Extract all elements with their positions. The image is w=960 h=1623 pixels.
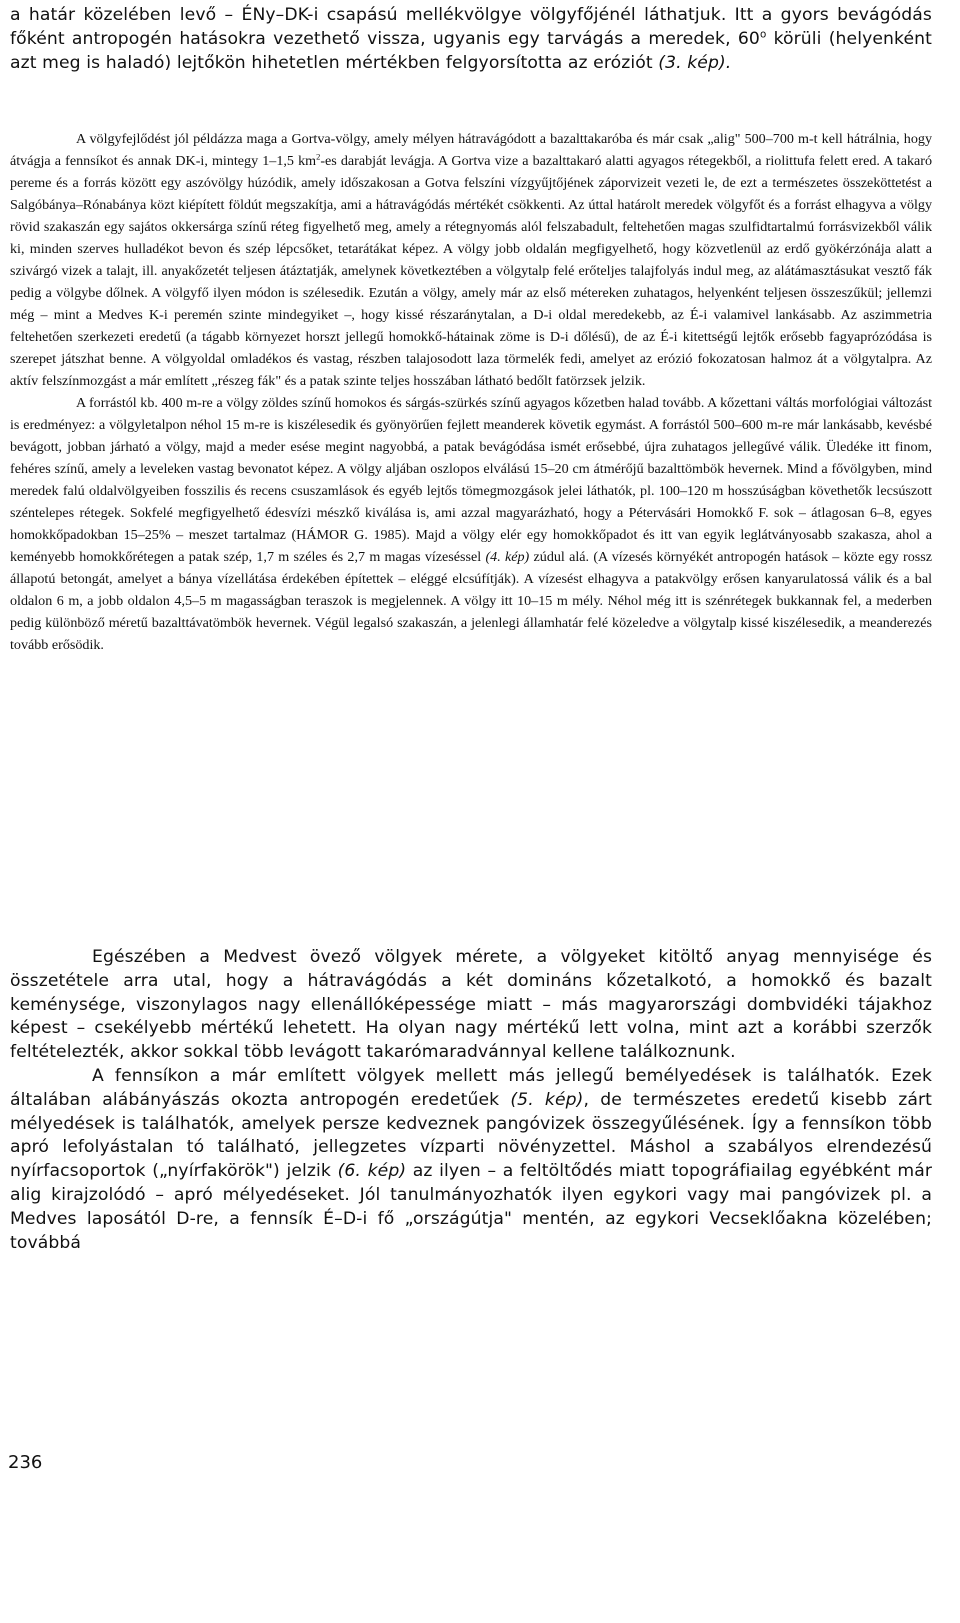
km-squared-superscript: 2	[316, 151, 321, 162]
bottom-paragraph-2-text-c: az ilyen – a feltöltődés miatt topográfiailag egyébként már alig kirajzolódó – apró mélyedéseket. Jól tanulmányozhatók ilyen egykori vagy mai pangóvizek pl. a Medves laposától D-re, a fennsík É–D-i fő „országútja" mentén, az egykori Vecseklőakna közelében; továbbá	[10, 1161, 932, 1253]
top-paragraph	[10, 4, 932, 75]
small-paragraph-2-text-a: A forrástól kb. 400 m-re a völgy zöldes színű homokos és sárgás-szürkés színű agyagos kőzetben halad tovább. A kőzettani váltás morfológiai változást is eredményez: a völgyletalpon néhol 15 m-re is kiszélesedik és gyönyörűen fejlett meanderek követik egymást. A forrástól 500–600 m-re már lankásabb, kevésbé bevágott, jobban járható a völgy, majd a meder esése megint nagyobbá, a patak bevágódása ismét erősebbé, újra zuhatagos jellegűvé válik. Üledéke itt finom, fehéres színű, amely a leveleken vastag bevonatot képez. A völgy aljában oszlopos elválású 15–20 cm átmérőjű bazalttömbök hevernek. Mind a fővölgyben, mind meredek falú oldalvölgyeiben fosszilis és recens csuszamlások és egyéb lejtős tömegmozgások jelei láthatók, pl. 100–120 m hosszúságban követhetők lecsúszott széntelepes rétegek. Sokfelé megfigyelhető édesvízi mészkő kiválása is, ami azzal magyarázható, hogy a Pétervásári Homokkő F. sok – átlagosan 6–8, egyes homokkőpadokban 15–25% – meszet tartalmaz (HÁMOR G. 1985). Majd a völgy elér egy homokkőpadot és itt van egyik leglátványosabb szakasza, ahol a keményebb homokkőrétegen a patak szép, 1,7 m széles és 2,7 m magas vízeséssel	[10, 395, 932, 565]
small-paragraph-2	[10, 392, 932, 656]
figure-reference-6: (6. kép)	[337, 1161, 407, 1182]
bottom-paragraph-1: Egészében a Medvest övező völgyek mérete, a völgyeket kitöltő anyag mennyisége és összetétele arra utal, hogy a hátravágódás a két domináns kőzetalkotó, a homokkő és bazalt keménysége, viszonylagos nagy ellenállóképessége miatt – más magyarországi dombvidéki tájakhoz képest – csekélyebb mértékű lehetett. Ha olyan nagy mértékű lett volna, mint azt a korábbi szerzők feltételezték, akkor sokkal több levágott takarómaradvánnyal kellene találkoznunk.	[10, 947, 932, 1063]
small-paragraph-2-text-b: zúdul alá. (A vízesés környékét antropogén hatások – közte egy rossz állapotú betongát, amelyet a bánya vízellátása érdekében építettek – eléggé elcsúfítják). A vízesést elhagyva a patakvölgy erősen kanyarulatossá válik és a bal oldalon 6 m, a jobb oldalon 4,5–5 m magasságban teraszok is megjelennek. A völgy itt 10–15 m mély. Néhol még itt is szénrétegek bukkannak fel, a mederben pedig különböző méretű bazalttávatömbök hevernek. Végül legalsó szakaszán, a jelenlegi államhatár felé közeledve a völgytalp kissé kiszélesedik, a meanderezés tovább erősödik.	[10, 549, 932, 653]
page-number: 236	[8, 1452, 43, 1473]
figure-reference-3: (3. kép).	[658, 52, 732, 73]
small-paragraph-1	[10, 128, 932, 392]
degree-superscript: o	[759, 28, 767, 41]
small-paragraph-1-text-a: A völgyfejlődést jól példázza maga a Gortva-völgy, amely mélyen hátravágódott a bazalttakaróba és már csak „alig" 500–700 m-t kell hátrálnia, hogy átvágja a fennsíkot és annak DK-i, mintegy 1–1,5 km	[10, 131, 932, 169]
top-paragraph-text-b: körüli (helyenként azt meg is haladó) lejtőkön hihetetlen mértékben felgyorsította az eróziót	[10, 28, 932, 73]
top-paragraph-text-a: a határ közelében levő – ÉNy–DK-i csapású mellékvölgye völgyfőjénél láthatjuk. Itt a gyors bevágódás főként antropogén hatásokra vezethető vissza, ugyanis egy tarvágás a meredek, 60	[10, 5, 932, 49]
bottom-paragraph-2-text-b: , de természetes eredetű kisebb zárt mélyedések is találhatók, amelyek persze kedveznek pangóvizek összegyűlésének. Így a fennsíkon több apró lefolyástalan tó található, jellegzetes vízparti növényzettel. Máshol a szabályos elrendezésű nyírfacsoportok („nyírfakörök") jelzik	[10, 1089, 932, 1182]
bottom-paragraph-2-text-a: A fennsíkon a már említett völgyek mellett más jellegű bemélyedések is találhatók. Ezek általában alábányászás okozta antropogén eredetűek	[10, 1065, 932, 1110]
small-paragraph-1-text-b: -es darabját levágja. A Gortva vize a bazalttakaró alatti agyagos rétegekből, a riolittufa felett ered. A takaró pereme és a forrás között egy aszóvölgy húzódik, amely időszakosan a Gotva felszíni vízgyűjtőjének záporvizeit vezeti le, de ezt a természetes összeköttetést a Salgóbánya–Rónabánya közt kiépített földút megszakítja, ami a hátravágódás mértékét csökkenti. Az úttal határolt meredek völgyfőt és a forrást elhagyva a völgy rövid szakaszán egy sajátos okkersárga színű réteg figyelhető meg, amely a rétegnyomás alól felszabadult, feltehetően magas szulfidtartalmú forrásvizekből válik ki, minden szerves hulladékot bevon és szép lépcsőket, tetarátákat képez. A völgy jobb oldalán megfigyelhető, hogy közvetlenül az erdő gyökérzónája alatt a szivárgó vizek a talajt, ill. anyakőzetét teljesen átáztatják, amelynek következtében a völgytalp felé erőteljes talajfolyás indul meg, az alátámasztásukat vesztő fák pedig a völgybe dőlnek. A völgyfő ilyen módon is szélesedik. Ezután a völgy, amely már az első métereken zuhatagos, helyenként teljesen összeszűkül; jellemzi még – mint a Medves K-i peremén szinte mindegyiket –, hogy kissé részaránytalan, a D-i oldal meredekebb, az É-i valamivel lankásabb. Az aszimmetria feltehetően szerkezeti eredetű (a tágabb környezet horszt jellegű homokkő-hátainak zöme is D-i dőlésű), de az É-i kitettségű lejtők erősebb fagyaprózódása is szerepet játszhat benne. A völgyoldal omladékos és vastag, részben talajosodott laza törmelék fedi, amelyet az erózió fokozatosan halmoz át a völgytalpra. Az aktív felszínmozgást a már említett „részeg fák" és a patak szinte teljes hosszában látható bedőlt fatörzsek jelzik.	[10, 153, 932, 389]
bottom-section	[10, 946, 932, 1255]
small-type-section	[10, 128, 932, 656]
bottom-paragraph-2	[10, 1065, 932, 1255]
figure-reference-4: (4. kép)	[485, 549, 530, 565]
figure-reference-5: (5. kép)	[510, 1089, 584, 1110]
